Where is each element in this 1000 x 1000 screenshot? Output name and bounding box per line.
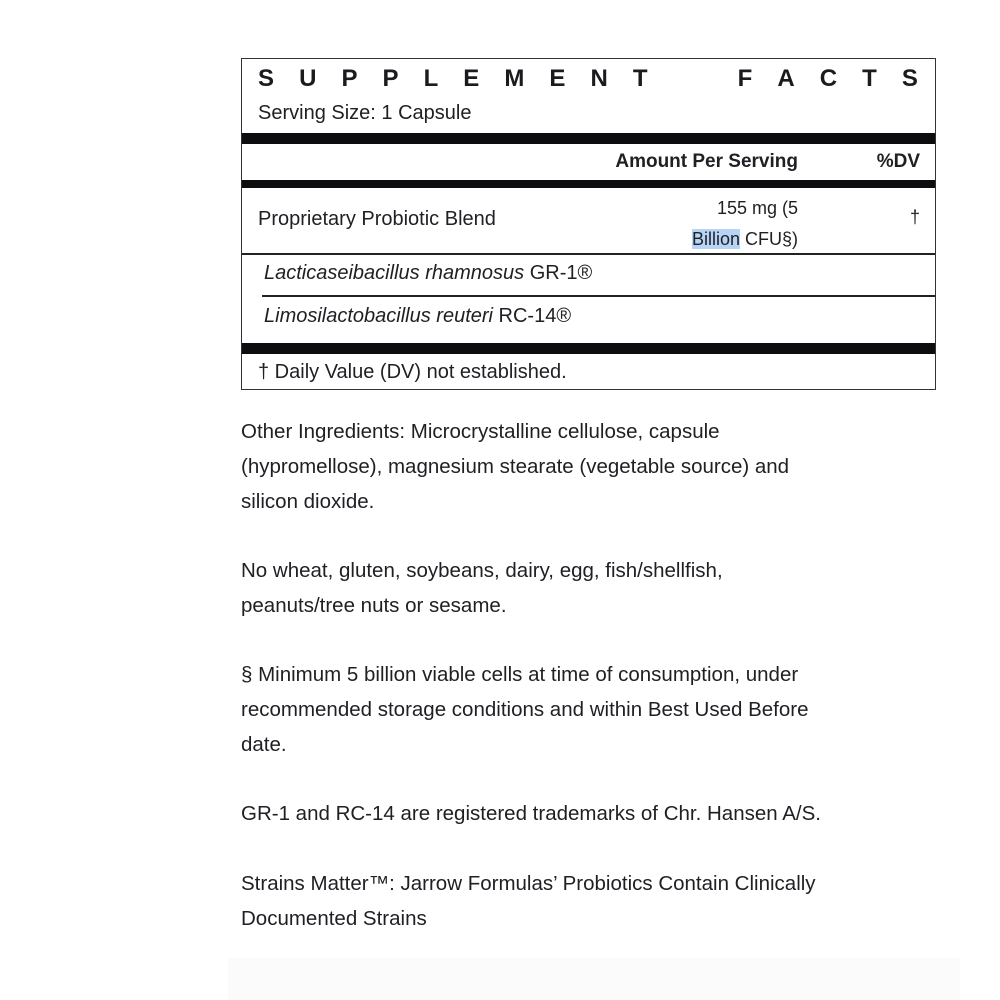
strain-species: Lacticaseibacillus rhamnosus [264,262,525,284]
title-gap [673,65,713,93]
thick-divider [242,343,935,354]
title-letter: S [901,65,918,92]
text-line: No wheat, gluten, soybeans, dairy, egg, fish/shellfish, [241,559,723,582]
facts-header-row [242,144,935,180]
text-line: peanuts/tree nuts or sesame. [241,594,507,617]
viability-statement [241,657,921,762]
title-letter: L [423,65,439,92]
strain-row [264,262,592,285]
serving-size: Serving Size: 1 Capsule [258,102,472,124]
text-line: silicon dioxide. [241,490,375,513]
strain-code: GR-1® [524,262,593,284]
blend-amount-line2 [692,224,798,255]
thick-divider [242,180,935,188]
allergen-statement [241,553,921,623]
other-ingredients [241,414,921,519]
text-line: Documented Strains [241,907,427,930]
supplement-facts-panel [241,58,936,390]
strains-matter-statement [241,866,921,936]
title-letter: A [777,65,795,92]
title-letter: C [819,65,838,92]
blend-amount-line2-rest: CFU§) [740,229,798,249]
blend-name: Proprietary Probiotic Blend [258,208,496,230]
text-line: (hypromellose), magnesium stearate (vegetable source) and [241,455,790,478]
dv-header: %DV [876,151,920,172]
title-letter: E [549,65,566,92]
title-letter: F [737,65,753,92]
text-line: Other Ingredients: Microcrystalline cellulose, capsule [241,420,720,443]
title-letter: N [590,65,608,92]
text-line: date. [241,733,287,756]
strain-row [264,305,571,328]
title-letter: E [463,65,480,92]
thick-divider [242,133,935,144]
text-line: § Minimum 5 billion viable cells at time of consumption, under [241,663,799,686]
amount-per-serving-header: Amount Per Serving [615,151,798,172]
selected-text-highlight[interactable]: Billion [691,229,740,249]
title-letter: P [382,65,399,92]
dv-footnote: † Daily Value (DV) not established. [258,361,567,383]
blend-row [242,188,935,253]
title-letter: T [632,65,648,92]
title-letter: P [341,65,358,92]
facts-title [258,65,918,93]
blend-amount-line1: 155 mg (5 [716,198,798,218]
title-letter: S [258,65,275,92]
row-divider [262,295,935,297]
blend-amount [692,193,798,255]
row-divider [242,253,935,255]
title-letter: M [504,65,525,92]
bottom-strip [228,958,960,1000]
title-letter: T [862,65,877,92]
strain-code: RC-14® [492,305,572,327]
text-line: Strains Matter™: Jarrow Formulas’ Probiotics Contain Clinically [241,872,816,895]
title-letter: U [299,65,317,92]
trademark-statement [241,796,921,831]
blend-dv-dagger: † [909,207,920,227]
strain-species: Limosilactobacillus reuteri [264,305,493,327]
text-line: GR-1 and RC-14 are registered trademarks of Chr. Hansen A/S. [241,802,821,825]
text-line: recommended storage conditions and within Best Used Before [241,698,809,721]
